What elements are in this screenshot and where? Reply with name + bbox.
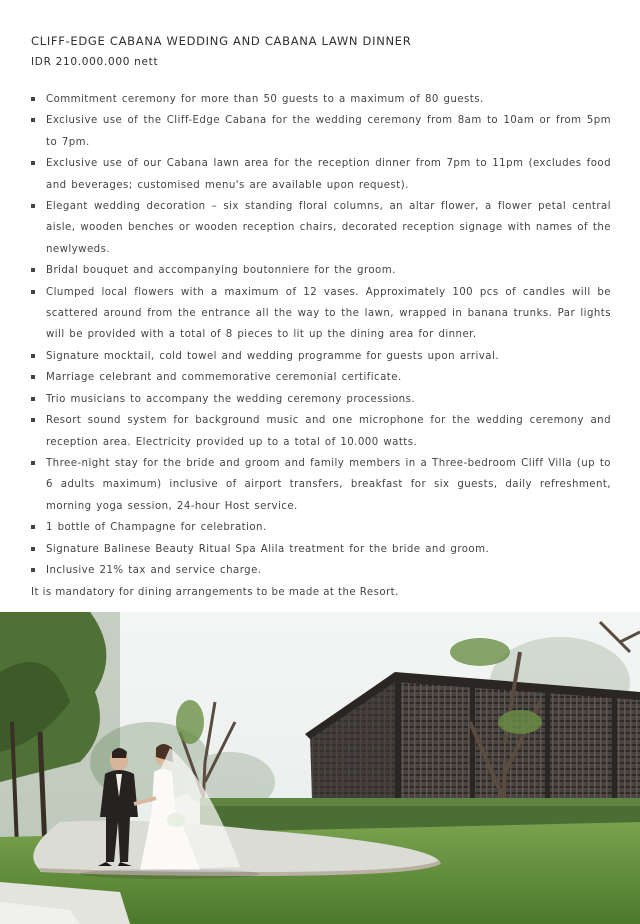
bullet-icon: [31, 397, 35, 401]
bullet-icon: [31, 354, 35, 358]
bullet-icon: [31, 375, 35, 379]
inclusion-item: Bridal bouquet and accompanying boutonniere for the groom.: [31, 260, 611, 281]
inclusion-item: Exclusive use of our Cabana lawn area for the reception dinner from 7pm to 11pm (excludes food and beverages; customised menu's are available upon request).: [31, 153, 611, 196]
bullet-icon: [31, 118, 35, 122]
dining-note: It is mandatory for dining arrangements to be made at the Resort.: [31, 587, 399, 598]
bullet-icon: [31, 161, 35, 165]
bullet-icon: [31, 204, 35, 208]
inclusion-item: Elegant wedding decoration – six standing floral columns, an altar flower, a flower petal central aisle, wooden benches or wooden reception chairs, decorated reception signage with names of the newlyweds.: [31, 196, 611, 260]
bullet-icon: [31, 268, 35, 272]
package-price: IDR 210.000.000 nett: [31, 56, 159, 68]
bullet-icon: [31, 547, 35, 551]
bullet-icon: [31, 97, 35, 101]
inclusion-item: Marriage celebrant and commemorative ceremonial certificate.: [31, 367, 611, 388]
inclusion-item: Signature mocktail, cold towel and wedding programme for guests upon arrival.: [31, 346, 611, 367]
bullet-icon: [31, 525, 35, 529]
inclusion-item: Trio musicians to accompany the wedding ceremony processions.: [31, 389, 611, 410]
bullet-icon: [31, 568, 35, 572]
inclusion-item: Clumped local flowers with a maximum of 12 vases. Approximately 100 pcs of candles will be scattered around from the entrance all the way to the lawn, wrapped in banana trunks. Par lights will be provided with a total of 8 pieces to lit up the dining area for dinner.: [31, 282, 611, 346]
inclusion-item: Signature Balinese Beauty Ritual Spa Alila treatment for the bride and groom.: [31, 539, 611, 560]
inclusion-item: 1 bottle of Champagne for celebration.: [31, 517, 611, 538]
inclusion-item: Commitment ceremony for more than 50 guests to a maximum of 80 guests.: [31, 89, 611, 110]
inclusion-item: Inclusive 21% tax and service charge.: [31, 560, 611, 581]
bullet-icon: [31, 461, 35, 465]
inclusion-item: Resort sound system for background music and one microphone for the wedding ceremony and reception area. Electricity provided up to a total of 10.000 watts.: [31, 410, 611, 453]
wedding-photo: [0, 612, 640, 924]
inclusions-list: [31, 89, 611, 581]
bullet-icon: [31, 290, 35, 294]
bullet-icon: [31, 418, 35, 422]
inclusion-item: Three-night stay for the bride and groom and family members in a Three-bedroom Cliff Villa (up to 6 adults maximum) inclusive of airport transfers, breakfast for six guests, daily refreshment, morning yoga session, 24-hour Host service.: [31, 453, 611, 517]
inclusion-item: Exclusive use of the Cliff-Edge Cabana for the wedding ceremony from 8am to 10am or from 5pm to 7pm.: [31, 110, 611, 153]
package-title: CLIFF-EDGE CABANA WEDDING AND CABANA LAWN DINNER: [31, 34, 412, 48]
